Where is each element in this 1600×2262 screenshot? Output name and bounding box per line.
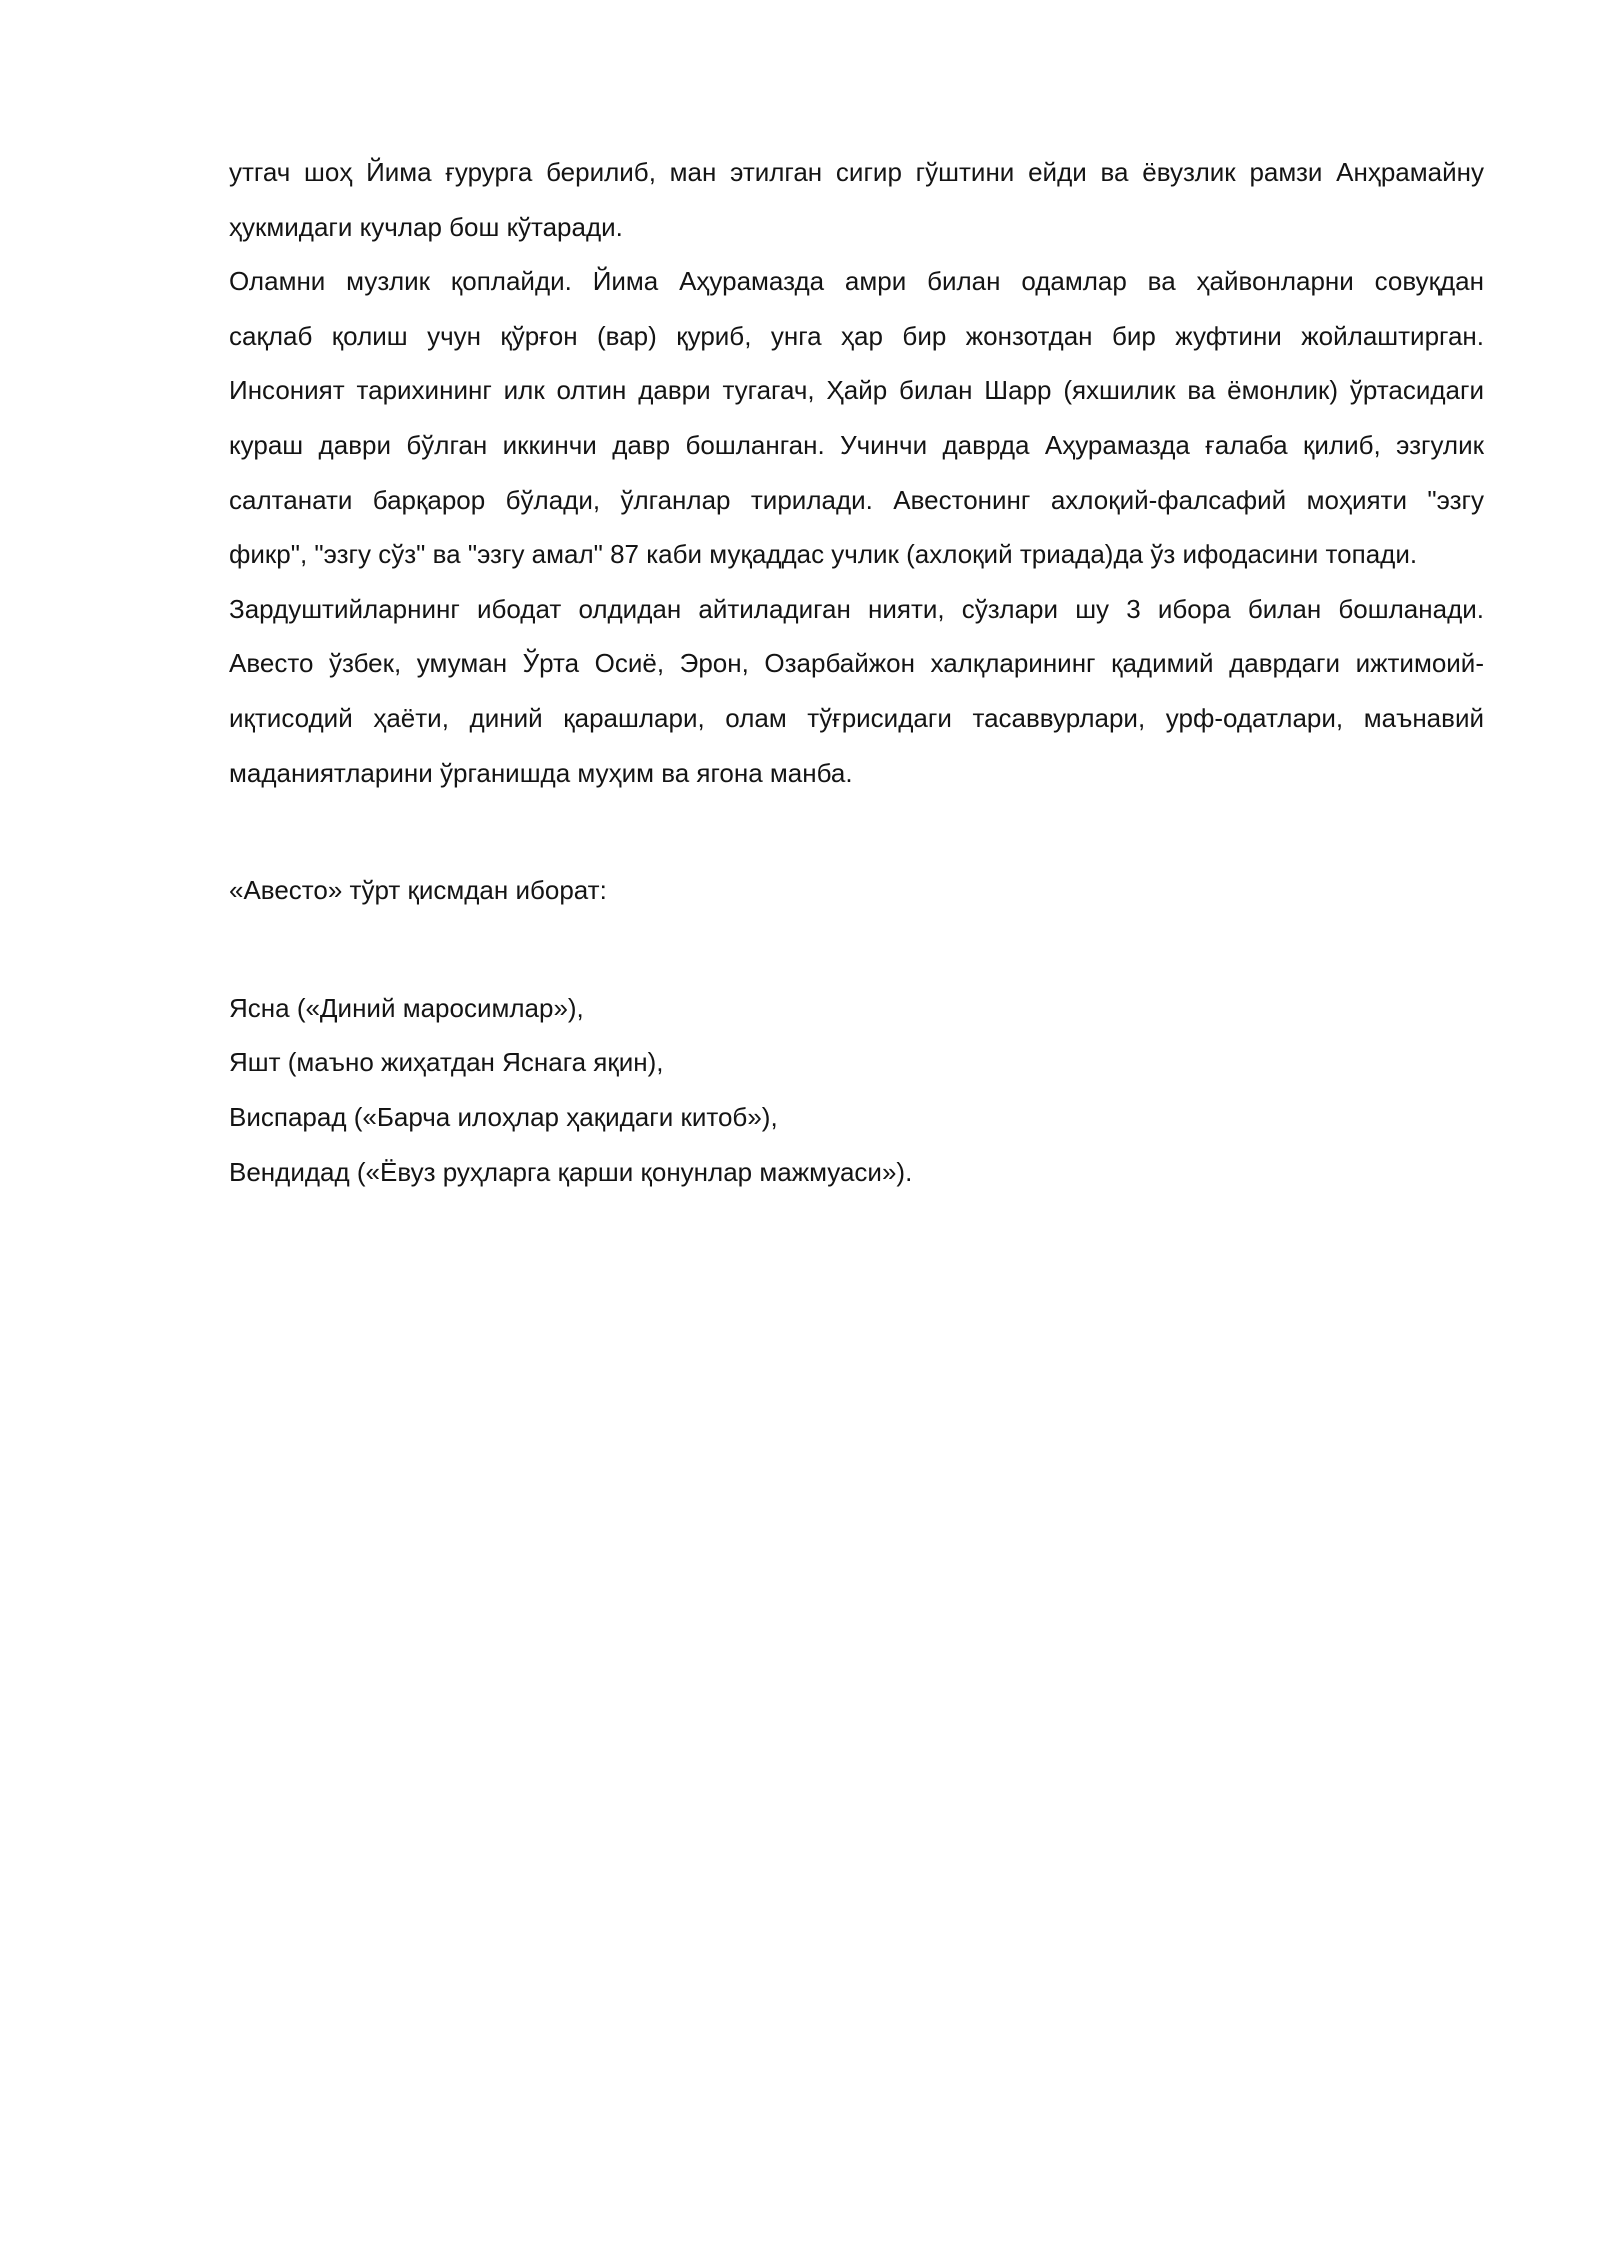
paragraph-yima (229, 145, 1484, 254)
text-line: ҳукмидаги кучлар бош кўтаради. (229, 211, 623, 242)
text-line: кураш даври бўлган иккинчи давр бошланган. Учинчи даврда Аҳурамазда ғалаба қилиб, эзгулик (229, 429, 1484, 460)
paragraph-world-ages (229, 254, 1484, 582)
text-line: маданиятларини ўрганишда муҳим ва ягона манба. (229, 757, 853, 788)
blank-line (229, 918, 1484, 981)
text-line: Авесто ўзбек, умуман Ўрта Осиё, Эрон, Озарбайжон халқларининг қадимий даврдаги ижтимоий- (229, 648, 1484, 679)
text-line: Инсоният тарихининг илк олтин даври тугагач, Ҳайр билан Шарр (яхшилик ва ёмонлик) ўртасидаги (229, 375, 1484, 406)
document-body (229, 145, 1484, 1199)
parts-list (229, 981, 1484, 1199)
list-item-vendidad: Вендидад («Ёвуз руҳларга қарши қонунлар мажмуаси»). (229, 1156, 913, 1187)
text-line: Оламни музлик қоплайди. Йима Аҳурамазда амри билан одамлар ва ҳайвонларни совуқдан (229, 266, 1484, 297)
paragraph-avesta-source (229, 582, 1484, 800)
parts-intro: «Авесто» тўрт қисмдан иборат: (229, 875, 607, 906)
text-line: иқтисодий ҳаёти, диний қарашлари, олам тўғрисидаги тасаввурлари, урф-одатлари, маънавий (229, 702, 1484, 733)
list-item-yasht: Яшт (маъно жиҳатдан Яснага яқин), (229, 1047, 664, 1078)
text-line: Зардуштийларнинг ибодат олдидан айтиладиган нияти, сўзлари шу 3 ибора билан бошланади. (229, 593, 1484, 624)
text-line: салтанати барқарор бўлади, ўлганлар тирилади. Авестонинг ахлоқий-фалсафий моҳияти "эзгу (229, 484, 1484, 515)
blank-line (229, 800, 1484, 863)
list-item-yasna: Ясна («Диний маросимлар»), (229, 992, 584, 1023)
list-item-visparad: Виспарад («Барча илоҳлар ҳақидаги китоб»), (229, 1101, 778, 1132)
text-line: сақлаб қолиш учун қўрғон (вар) қуриб, унга ҳар бир жонзотдан бир жуфтини жойлаштирган. (229, 320, 1484, 351)
text-line: утгач шоҳ Йима ғурурга берилиб, ман этилган сигир гўштини ейди ва ёвузлик рамзи Анҳрамайну (229, 157, 1484, 187)
text-line: фикр", "эзгу сўз" ва "эзгу амал" 87 каби муқаддас учлик (ахлоқий триада)да ўз ифодасини топади. (229, 539, 1418, 570)
